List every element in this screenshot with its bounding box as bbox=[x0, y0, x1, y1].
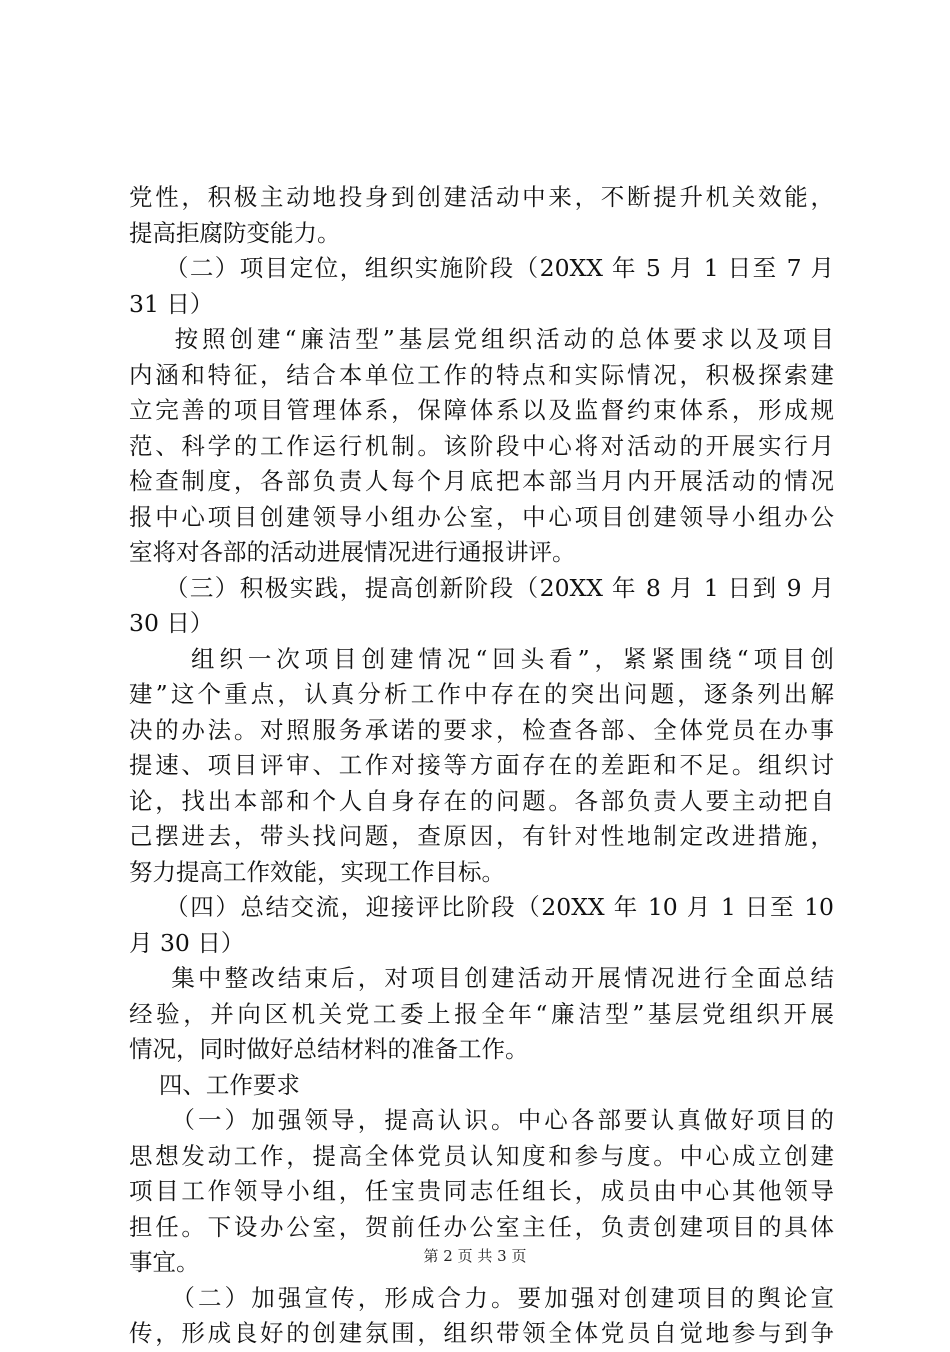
text-line: 组织一次项目创建情况“回头看”，紧紧围绕“项目创 bbox=[129, 644, 834, 673]
text-line: 事宜。 bbox=[129, 1248, 200, 1276]
text-line: 31 日） bbox=[129, 289, 214, 318]
text-line: 提高拒腐防变能力。 bbox=[129, 218, 341, 247]
text-line: 决的办法。对照服务承诺的要求，检查各部、全体党员在办事 bbox=[129, 715, 834, 744]
text-line: 思想发动工作，提高全体党员认知度和参与度。中心成立创建 bbox=[129, 1141, 834, 1170]
text-line: 内涵和特征，结合本单位工作的特点和实际情况，积极探索建 bbox=[129, 360, 834, 389]
text-line: 立完善的项目管理体系，保障体系以及监督约束体系，形成规 bbox=[129, 396, 834, 424]
text-line: 提速、项目评审、工作对接等方面存在的差距和不足。组织讨 bbox=[129, 751, 834, 779]
text-line: （二）项目定位，组织实施阶段（20XX 年 5 月 1 日至 7 月 bbox=[129, 254, 834, 282]
text-line: （一）加强领导，提高认识。中心各部要认真做好项目的 bbox=[129, 1106, 834, 1134]
text-line: （四）总结交流，迎接评比阶段（20XX 年 10 月 1 日至 10 bbox=[129, 893, 834, 921]
text-line: 报中心项目创建领导小组办公室，中心项目创建领导小组办公 bbox=[129, 502, 834, 531]
text-line: 己摆进去，带头找问题，查原因，有针对性地制定改进措施， bbox=[129, 822, 834, 850]
text-line: （三）积极实践，提高创新阶段（20XX 年 8 月 1 日到 9 月 bbox=[129, 573, 834, 602]
text-line: 担任。下设办公室，贺前任办公室主任，负责创建项目的具体 bbox=[129, 1212, 834, 1241]
text-line: 建”这个重点，认真分析工作中存在的突出问题，逐条列出解 bbox=[129, 680, 834, 708]
text-line: 传，形成良好的创建氛围，组织带领全体党员自觉地参与到争 bbox=[129, 1319, 834, 1347]
text-line: 努力提高工作效能，实现工作目标。 bbox=[129, 857, 505, 886]
text-line: 按照创建“廉洁型”基层党组织活动的总体要求以及项目 bbox=[129, 325, 834, 353]
text-line: 月 30 日） bbox=[129, 928, 245, 957]
text-line: 经验，并向区机关党工委上报全年“廉洁型”基层党组织开展 bbox=[129, 999, 834, 1028]
section-heading: 四、工作要求 bbox=[129, 1070, 300, 1099]
text-line: 情况，同时做好总结材料的准备工作。 bbox=[129, 1035, 529, 1063]
text-line: 30 日） bbox=[129, 609, 214, 637]
page-footer bbox=[0, 1246, 950, 1266]
text-line: 范、科学的工作运行机制。该阶段中心将对活动的开展实行月 bbox=[129, 431, 834, 460]
text-line: 检查制度，各部负责人每个月底把本部当月内开展活动的情况 bbox=[129, 467, 834, 495]
text-line: 论，找出本部和个人自身存在的问题。各部负责人要主动把自 bbox=[129, 786, 834, 815]
text-line: （二）加强宣传，形成合力。要加强对创建项目的舆论宣 bbox=[129, 1283, 834, 1312]
page-number: 第 2 页 共 3 页 bbox=[423, 1247, 527, 1265]
body-text bbox=[129, 180, 834, 1352]
text-line: 项目工作领导小组，任宝贵同志任组长，成员由中心其他领导 bbox=[129, 1177, 834, 1205]
text-line: 党性，积极主动地投身到创建活动中来，不断提升机关效能， bbox=[129, 183, 834, 211]
text-line: 集中整改结束后，对项目创建活动开展情况进行全面总结 bbox=[129, 964, 834, 992]
text-line: 室将对各部的活动进展情况进行通报讲评。 bbox=[129, 538, 576, 566]
